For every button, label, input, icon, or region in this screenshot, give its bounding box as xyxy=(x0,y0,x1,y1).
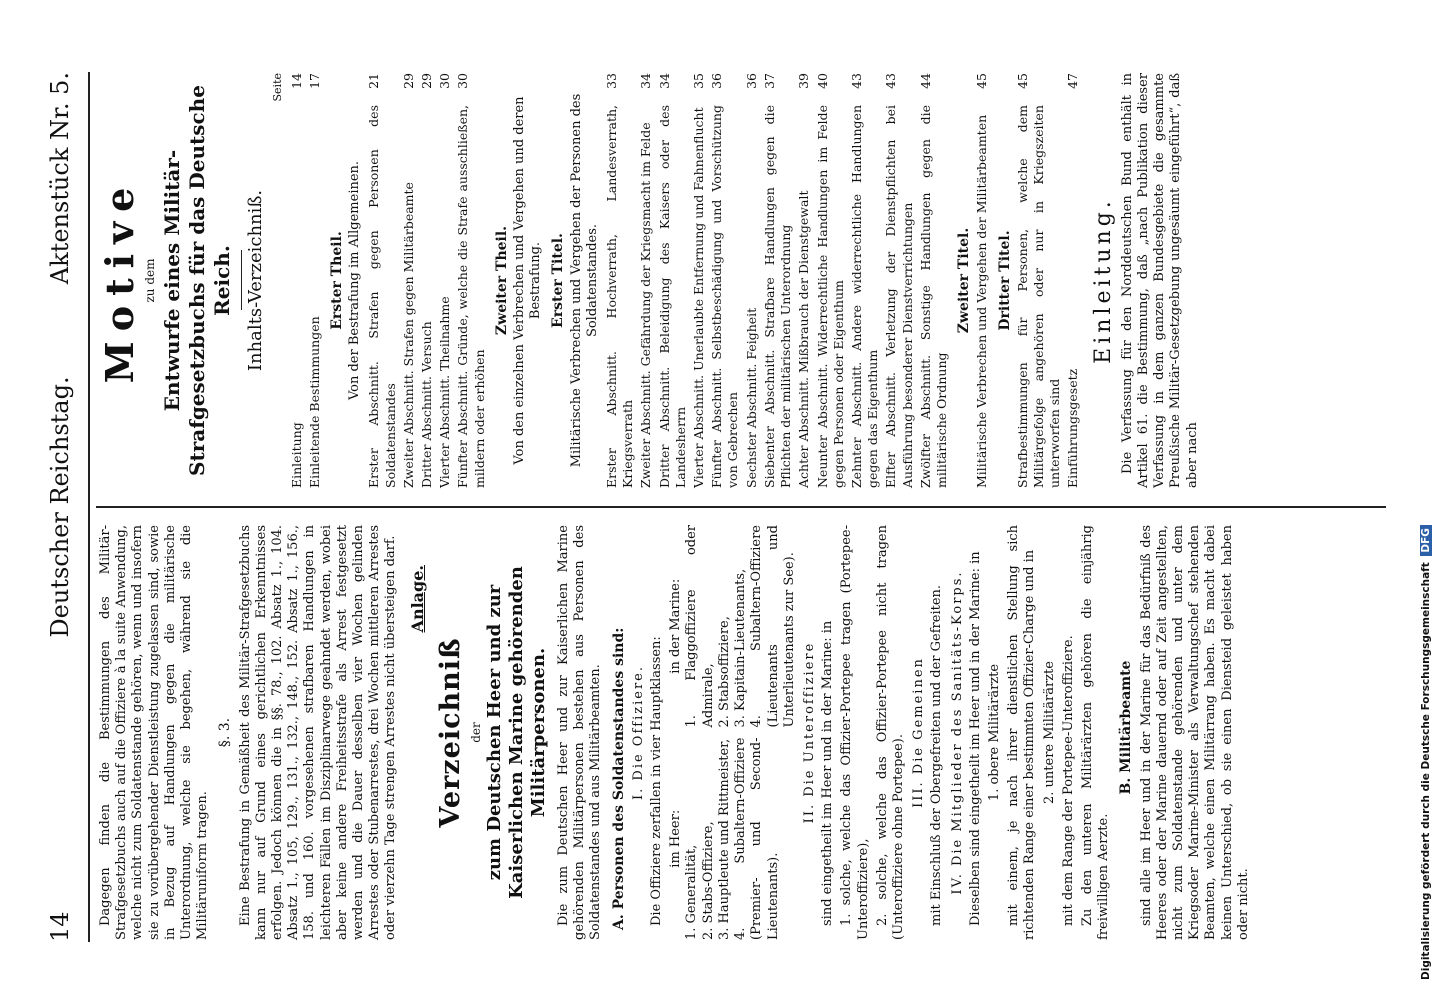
paragraph: Die Verfassung für den Norddeutschen Bund enthält in Artikel 61. die Bestimmung, daß „nach Publikation dieser Verfassung in dem ganzen Bundesgebiete die gesammte Preußische Militär-Gesetzgebung ungesäumt eingeführt“, daß aber nach xyxy=(1119,73,1200,488)
toc-entry: Vierter Abschnitt. Theilnahme 30 xyxy=(437,73,453,488)
toc-entry: Militärische Verbrechen und Vergehen der Militärbeamten 45 xyxy=(974,73,990,488)
list-item: 1. Generalität, xyxy=(684,844,700,940)
annex-label: Anlage. xyxy=(407,565,427,633)
toc-entry: Erster Abschnitt. Strafen gegen Personen des Soldatenstandes 21 xyxy=(366,73,398,488)
heading-medical: IV. Die Mitglieder des Sanitäts-Korps. xyxy=(949,570,965,895)
paragraph: mit einem, je nach ihrer dienstlichen Stellung sich richtenden Range einer bestimmten Offizier-Charge und in xyxy=(1006,525,1038,940)
toc-entry: Fünfter Abschnitt. Gründe, welche die Strafe ausschließen, mildern oder erhöhen 30 xyxy=(455,73,487,488)
toc-entry: Neunter Abschnitt. Widerrechtliche Handlungen im Felde gegen Personen oder Eigenthum 40 xyxy=(814,73,846,488)
left-column xyxy=(98,525,1255,940)
main-subtitle: Entwurfe eines Militär-Strafgesetzbuchs für das Deutsche Reich. xyxy=(160,85,235,476)
toc-entry: Zehnter Abschnitt. Andere widerrechtliche Handlungen gegen das Eigenthum 43 xyxy=(848,73,881,488)
paragraph: Dagegen finden die Bestimmungen des Militär-Strafgesetzbuchs auch auf die Offiziere à la suite Anwendung, welche nicht zum Soldatenstande gehören, wenn und insofern sie zu vorübergehender Dienstleistung zugelassen sind, sowie in Bezug auf Handlungen gegen die militärische Unterordnung, welche sie begehen, während sie die Militäruniform tragen. xyxy=(98,525,211,940)
toc-entry: Zweiter Abschnitt. Gefährdung der Kriegsmacht im Felde 34 xyxy=(638,73,654,488)
annex-subtitle: zum Deutschen Heer und zur Kaiserlichen Marine gehörenden Militärpersonen. xyxy=(484,566,550,899)
paragraph: mit dem Range der Portepee-Unteroffiziere. xyxy=(1060,635,1076,926)
heading-privates: III. Die Gemeinen xyxy=(911,657,927,808)
part-subheading: Von den einzelnen Verbrechen und Vergehen und deren Bestrafung. xyxy=(512,96,544,465)
running-title: Deutscher Reichstag. xyxy=(46,376,74,638)
navy-label: in der Marine: xyxy=(668,578,684,674)
toc-entry: Erster Abschnitt. Hochverrath, Landesverrath, Kriegsverrath 33 xyxy=(604,73,636,488)
toc-entry: Zweiter Abschnitt. Strafen gegen Militärbeamte 29 xyxy=(400,73,416,488)
navy-list xyxy=(668,525,798,728)
paragraph: mit Einschluß der Obergefreiten und der Gefreiten. xyxy=(929,584,945,926)
army-label: im Heer: xyxy=(668,809,684,868)
list-item: 2. untere Militärärzte xyxy=(1041,661,1057,804)
section-heading: §. 3. xyxy=(217,717,234,748)
page-header xyxy=(46,72,86,942)
digitization-note xyxy=(1418,20,1432,980)
heading-a: A. Personen des Soldatenstandes sind: xyxy=(610,627,627,930)
army-list xyxy=(668,738,798,941)
list-item: 2. solche, welche das Offizier-Portepee nicht tragen (Unteroffiziere ohne Portepee). xyxy=(874,525,906,940)
toc-entry: Dritter Abschnitt. Versuch 29 xyxy=(419,73,435,488)
annex-der: der xyxy=(468,722,483,743)
toc-entry: Elfter Abschnitt. Verletzung der Dienstpflichten bei Ausführung besonderer Dienstverrichtungen 43 xyxy=(883,73,915,488)
toc-entry: Strafbestimmungen für Personen, welche dem Militärgefolge angehören oder nur in Kriegszeiten unterworfen sind 45 xyxy=(1014,73,1063,488)
part-subheading: Von der Bestrafung im Allgemeinen. xyxy=(347,160,363,401)
paragraph: Zu den unteren Militärärzten gehören die einjährig freiwilligen Aerzte. xyxy=(1079,525,1112,940)
introduction-heading: Einleitung. xyxy=(1090,197,1116,364)
heading-nco: II. Die Unteroffiziere xyxy=(801,641,817,824)
part-heading: Zweiter Theil. xyxy=(493,225,510,336)
toc-heading: Inhalts-Verzeichniß. xyxy=(245,189,267,372)
toc-entry: Achter Abschnitt. Mißbrauch der Dienstgewalt 39 xyxy=(796,73,812,488)
toc-seite-label: Seite xyxy=(271,73,285,102)
list-item: 1. Flaggoffiziere oder Admirale, xyxy=(684,525,716,728)
title-heading: Zweiter Titel. xyxy=(956,227,973,334)
list-item: 4. Subaltern-Offiziere (Premier- und Second-Lieutenants). xyxy=(733,737,781,940)
paragraph: Eine Bestrafung in Gemäßheit des Militär-Strafgesetzbuchs kann nur auf Grund eines gerichtlichen Erkenntnisses erfolgen. Jedoch können die in §§. 78., 102. Absatz 1., 104. Absatz 1., 105, 129., 131., 132., 148., 152. Absatz 1., 156., 158. und 160. vorgesehenen strafbaren Handlungen in leichteren Fällen im Disziplinarwege geahndet werden, wobei aber keine andere Freiheitsstrafe als Arrest festgesetzt werden und die Dauer desselben vier Wochen gelinden Arrestes oder Stubenarrestes, drei Wochen mittleren Arrestes oder vierzehn Tage strengen Arrestes nicht übersteigen darf. xyxy=(237,525,399,940)
column-divider xyxy=(96,506,1386,508)
paragraph: sind eingetheilt im Heer und in der Marine: in xyxy=(820,620,836,926)
toc-entry: Einführungsgesetz 47 xyxy=(1065,73,1081,488)
toc-entry: Siebenter Abschnitt. Strafbare Handlungen gegen die Pflichten der militärischen Unterordnung 37 xyxy=(761,73,794,488)
list-item: 3. Hauptleute und Rittmeister, xyxy=(716,738,732,940)
title-rule xyxy=(241,251,242,311)
paragraph: Die zum Deutschen Heer und zur Kaiserlichen Marine gehörenden Militärpersonen bestehen aus Personen des Soldatenstandes und aus Militärbeamten. xyxy=(556,525,604,940)
dfg-credit xyxy=(1420,0,1432,980)
list-item: 4. Subaltern-Offiziere (Lieutenants und Unterlieutenants zur See). xyxy=(749,525,797,728)
part-heading: Erster Theil. xyxy=(329,231,346,330)
document-number: Aktenstück Nr. 5. xyxy=(46,72,74,285)
list-item: 2. Stabsoffiziere, xyxy=(716,616,732,728)
paragraph: Dieselben sind eingetheilt im Heer und in der Marine: in xyxy=(967,551,983,926)
toc-entry: Einleitung 14 xyxy=(288,73,304,488)
paragraph: sind alle im Heer und in der Marine für das Bedürfniß des Heeres oder der Marine dauernd oder auf Zeit angestellten, nicht zum Soldatenstande gehörenden und unter dem Kriegsoder Marine-Minister als Verwaltungschef stehenden Beamten, welche einen Militärrang haben. Es macht dabei keinen Unterschied, ob sie einen Diensteid geleistet haben oder nicht. xyxy=(1138,525,1251,940)
title-zu-dem: zu dem xyxy=(143,258,157,303)
list-item: 2. Stabs-Offiziere, xyxy=(700,821,716,940)
list-item: 1. obere Militärärzte xyxy=(986,663,1002,802)
title-heading: Erster Titel. xyxy=(550,233,567,328)
toc-entry: Vierter Abschnitt. Unerlaubte Entfernung und Fahnenflucht 35 xyxy=(691,73,707,488)
officer-classes xyxy=(668,525,798,940)
main-title: Motive xyxy=(97,177,142,384)
dfg-logo: DFG xyxy=(1420,525,1432,556)
list-item: 1. solche, welche das Offizier-Portepee tragen (Portepee-Unteroffiziere), xyxy=(839,525,871,940)
title-subheading: Militärische Verbrechen und Vergehen der Personen des Soldatenstandes. xyxy=(568,93,600,468)
toc-entry: Zwölfter Abschnitt. Sonstige Handlungen gegen die militärische Ordnung 44 xyxy=(917,73,949,488)
toc-entry: Dritter Abschnitt. Beleidigung des Kaisers oder des Landesherrn 34 xyxy=(656,73,688,488)
header-rule xyxy=(88,72,90,942)
list-item: 3. Kapitain-Lieutenants, xyxy=(733,568,749,728)
toc-entry: Einleitende Bestimmungen 17 xyxy=(306,73,322,488)
heading-officers: I. Die Offiziere. xyxy=(630,665,646,800)
paragraph: Die Offiziere zerfallen in vier Hauptklassen: xyxy=(649,636,665,926)
page-number: 14 xyxy=(46,911,74,942)
right-column xyxy=(98,73,1204,488)
title-heading: Dritter Titel. xyxy=(996,230,1013,331)
annex-title: Verzeichniß xyxy=(434,637,466,828)
heading-b: B. Militärbeamte xyxy=(1118,660,1135,795)
dfg-text: Digitalisierung gefördert durch die Deutsche Forschungsgemeinschaft xyxy=(1420,562,1432,980)
toc-entry: Sechster Abschnitt. Feigheit 36 xyxy=(743,73,759,488)
toc-entry: Fünfter Abschnitt. Selbstbeschädigung und Vorschützung von Gebrechen 36 xyxy=(709,73,741,488)
